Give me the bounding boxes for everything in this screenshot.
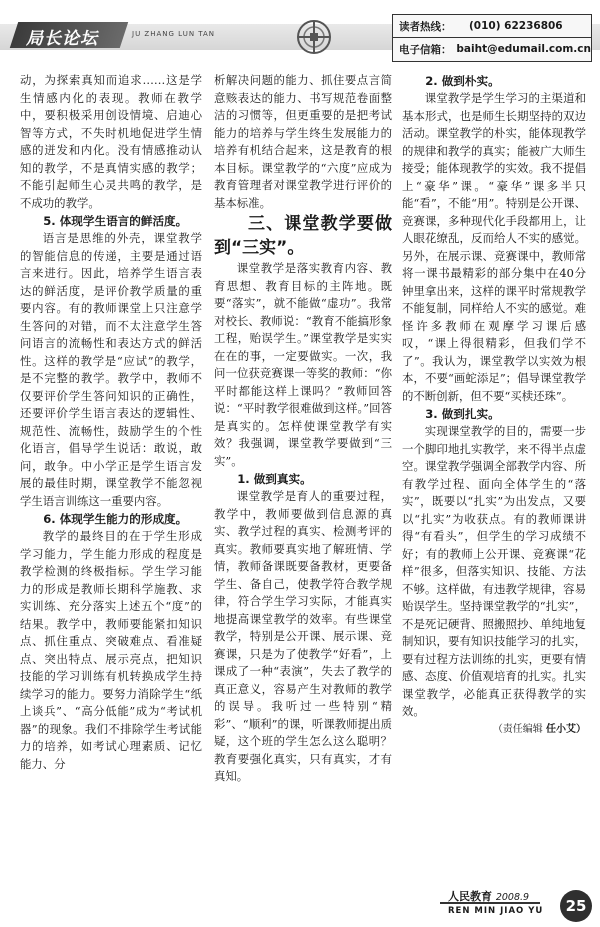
column-middle — [214, 72, 392, 786]
hotline-row — [393, 15, 591, 38]
column-badge — [14, 22, 214, 50]
ornament-emblem-icon — [295, 18, 333, 56]
magazine-title — [448, 888, 529, 904]
paragraph: 动，为探索真知而追求……这是学生情感内化的表现。教师在教学中，要积极采用创设情境、启迪心智等方式，不失时机地促进学生情感的迸发和内化。没有情感推动认知的教学，不是真情实感的教学；不能引起师生心灵共鸣的教学，是不成功的教学。 — [20, 73, 202, 210]
subheading: 1. 做到真实。 — [237, 472, 312, 486]
paragraph: 课堂教学是育人的重要过程，教学中，教师要做到信息源的真实、教学过程的真实、检测考评的真实。教师要真实地了解班情、学情，教师备课既要备教材，更要备学生、备自己，使教学符合教学规律，符合学生学习实际，才能真实地提高课堂教学的效率。有些课堂教学，特别是公开课、展示课、竞赛课，只是为了使教学“好看”，上课成了一种“表演”，失去了教学的真正意义，容易产生对教师的教学的误导。我听过一些特别“精彩”、“顺利”的课，听课教师提出质疑，这个班的学生怎么这么聪明？教育要强化真实，只有真实，才有真知。 — [214, 489, 392, 783]
magazine-name: 人民教育 — [448, 890, 492, 903]
section-heading: 三、课堂教学要做到“三实”。 — [214, 214, 392, 258]
column-pinyin: JU ZHANG LUN TAN — [132, 30, 216, 38]
subheading: 6. 体现学生能力的形成度。 — [43, 512, 188, 526]
issue-number: 2008.9 — [495, 892, 530, 903]
page-footer — [0, 888, 600, 927]
paragraph: 课堂教学是落实教育内容、教育思想、教育目标的主阵地。既要“落实”，就不能做“虚功”。我常对校长、教师说：“教育不能搞形象工程，贻误学生。”课堂教学是实实在在的事，一定要做实。一次，我问一位获竞赛课一等奖的教师：“你平时都能这样上课吗？”教师回答说：“平时教学很难做到这样。”回答是真实的。怎样使课堂教学有实效？我强调，课堂教学要做到“三实”。 — [214, 261, 392, 468]
column-right — [402, 72, 586, 738]
editor-label: （责任编辑 — [492, 723, 543, 735]
paragraph: 课堂教学是学生学习的主渠道和基本形式，也是师生长期坚持的双边活动。课堂教学的朴实，能体现教学的规律和教学的真实；能被广大师生接受；能体现教学的实效。我不提倡上“豪华”课。“豪华”课多半只能“看”，不能“用”。特别是公开课、竞赛课，多种现代化手段都用上，让人眼花缭乱，反而给人不实的感觉。另外，在展示课、竞赛课中，教师常将一课书最精彩的部分集中在40分钟里拿出来，这样的课平时常规教学不能复制，同样给人不实的感觉。难怪许多教师在观摩学习课后感叹，“课上得很精彩，但我们学不了”。我认为，课堂教学以实效为根本，不要“画蛇添足”；倡导课堂教学的不断创新，但不要“买椟还珠”。 — [402, 91, 586, 403]
paragraph: 析解决问题的能力、抓住要点言简意赅表达的能力、书写规范卷面整洁的习惯等，但更重要的是把考试能力的培养与学生终生发展能力的培养有机结合起来，这是教育的根本目标。课堂教学的“六度”应成为教育管理者对课堂教学进行评价的基本标准。 — [214, 73, 392, 210]
column-left — [20, 72, 202, 773]
subheading: 3. 做到扎实。 — [425, 407, 500, 421]
paragraph: 实现课堂教学的目的，需要一步一个脚印地扎实教学，来不得半点虚空。课堂教学强调全部教学内容、所有教学过程、面向全体学生的“落实”，既要以“扎实”为出发点，又要以“扎实”为收获点。有的教师课讲得“有看头”，但学生的学习成绩不好；有的教师上公开课、竞赛课“花样”很多，但落实知识、技能、方法不够。这样做，有违教学规律，容易贻误学生。坚持课堂教学的“扎实”，不是死记硬背、照搬照抄、单纯地复制知识，要有知识技能学习的扎实，要有过程方法训练的扎实，更要有情感、态度、价值观培育的扎实。扎实课堂教学，必能真正获得教学的实效。 — [402, 424, 586, 718]
email-row — [393, 38, 591, 60]
editor-credit — [402, 721, 586, 739]
paragraph: 教学的最终目的在于学生形成学习能力，学生能力形成的程度是教学检测的终极指标。学生学习能力的形成是教师长期科学施教、求实训练、充分落实上述五个“度”的结果。教学中，教师要能紧扣知识点、抓住重点、突破难点、看准疑点、突出特点、展示亮点，把知识技能的学习训练有机转换成学生持续学习的能力。要努力消除学生“纸上谈兵”、“高分低能”成为“考试机器”的现象。我们不排除学生考试能力的培养，如考试心理素质、记忆能力、分 — [20, 529, 202, 771]
magazine-pinyin: REN MIN JIAO YU — [448, 906, 544, 916]
paragraph: 语言是思维的外壳，课堂教学的智能信息的传递，主要是通过语言来进行。因此，培养学生语言表达的鲜活度，是评价教学质量的重要内容。有的教师课堂上只注意学生答问的对错，而不太注意学生答问语言的流畅性和表达方式的鲜活性。这样的教学是“应试”的教学，是不完整的教学。教学中，教师不仅要评价学生答问知识的正确性，还要评价学生语言表达的逻辑性、规范性、流畅性，鼓励学生的个性化语言，倡导学生说话：敢说，敢问，敢争。中小学正是学生语言发展的最佳时期，课堂教学不能忽视学生语言训练这一重要内容。 — [20, 231, 202, 508]
hotline-label: 读者热线： — [399, 20, 452, 33]
hotline-value: (010) 62236806 — [469, 20, 563, 32]
subheading: 2. 做到朴实。 — [425, 74, 500, 88]
editor-name: 任小艾） — [546, 723, 586, 735]
page-header — [0, 0, 600, 68]
email-label: 电子信箱： — [399, 43, 452, 56]
email-value[interactable]: baiht@edumail.com.cn — [456, 43, 591, 55]
column-title: 局长论坛 — [26, 29, 98, 49]
subheading: 5. 体现学生语言的鲜活度。 — [43, 214, 188, 228]
page-number: 25 — [560, 890, 592, 922]
contact-box — [392, 14, 592, 62]
